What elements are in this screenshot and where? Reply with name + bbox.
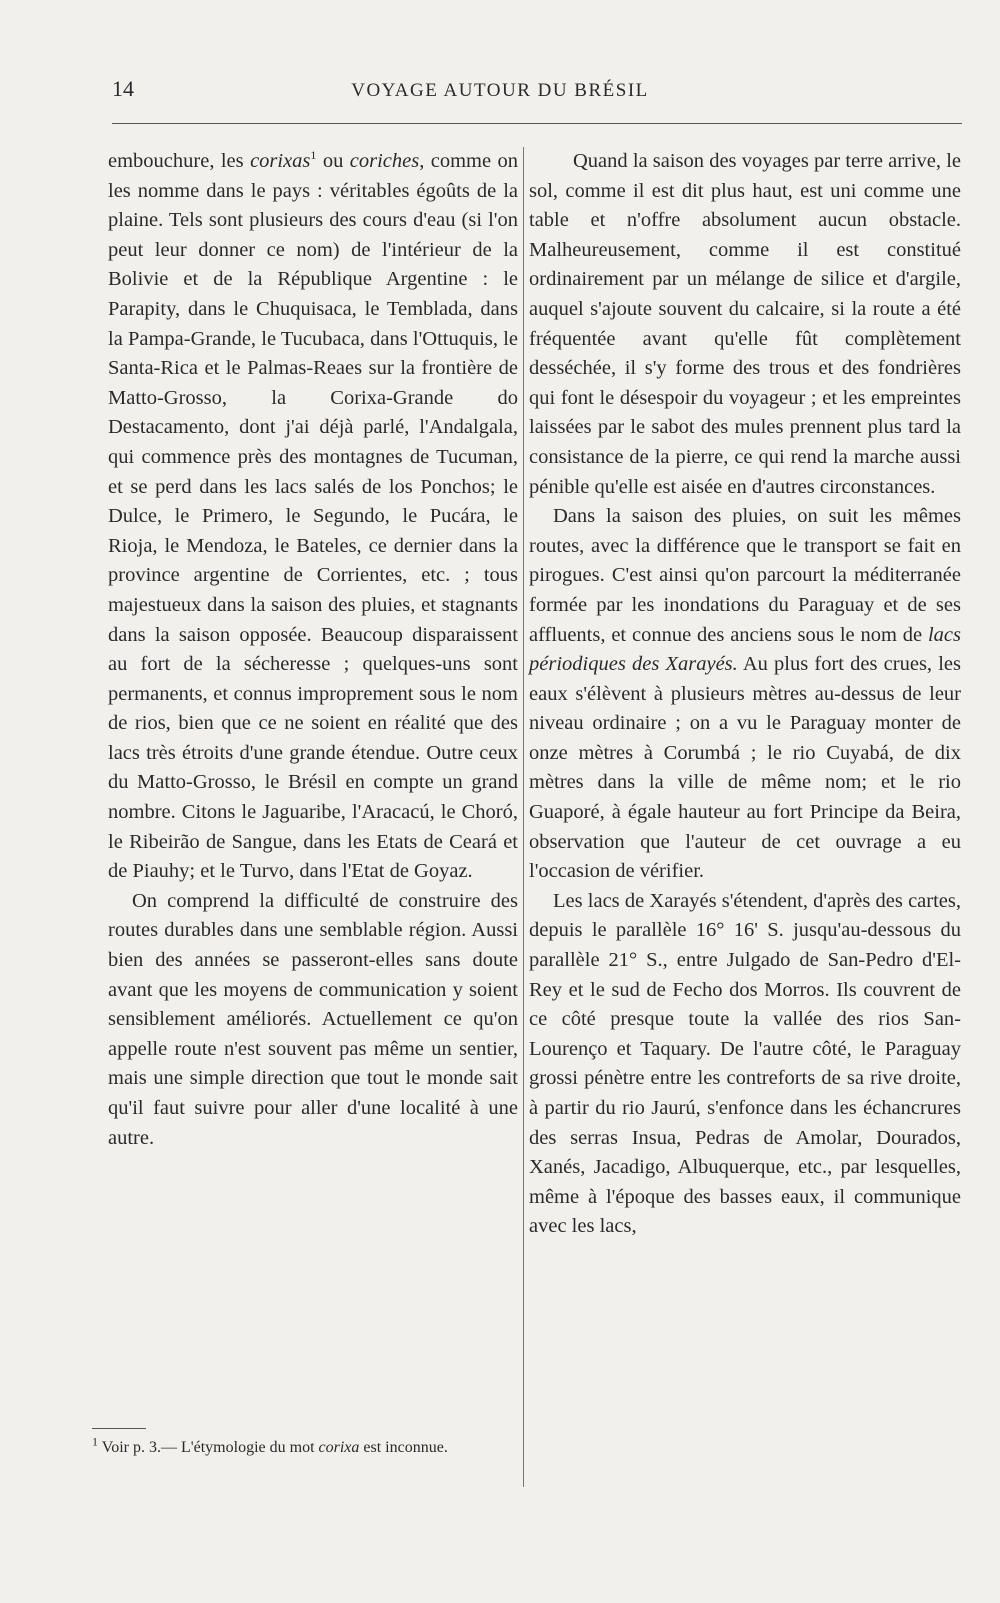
footnote: $^1$ Voir p. 3.— L'étymologie du mot corixa est inconnue. — [92, 1434, 448, 1456]
column-separator — [523, 147, 524, 1487]
left-column — [108, 147, 518, 1153]
right-column — [529, 147, 961, 1242]
header-rule — [112, 123, 962, 124]
footnote-rule — [92, 1428, 146, 1429]
term-corixas: corixas — [250, 150, 311, 172]
page-number: 14 — [112, 76, 134, 101]
right-paragraph-3: Les lacs de Xarayés s'étendent, d'après des cartes, depuis le parallèle 16° 16' S. jusqu'au-dessous du parallèle 21° S., entre Julgado de San-Pedro d'El-Rey et le sud de Fecho dos Morros. Ils couvrent de ce côté presque toute la vallée des rios San-Lourenço et Taquary. De l'autre côté, le Paraguay grossi pénètre entre les contreforts de sa rive droite, à partir du rio Jaurú, s'enfonce dans les échancrures des serras Insua, Pedras de Amolar, Dourados, Xanés, Jacadigo, Albuquerque, etc., par lesquelles, même à l'époque des basses eaux, il communique avec les lacs, — [529, 889, 961, 1238]
footnote-term: corixa — [318, 1439, 360, 1456]
term-coriches: coriches — [349, 150, 420, 172]
footnote-marker: 1 — [92, 1434, 98, 1449]
left-paragraph-1: embouchure, les corixas$^1$ ou coriches, comme on les nomme dans le pays : véritables égoûts de la plaine. Tels sont plusieurs des cours d'eau (si l'on peut leur donner ce nom) de l'intérieur de la Bolivie et de la République Argentine : le Parapity, dans le Chuquisaca, le Temblada, dans la Pampa-Grande, le Tucubaca, dans l'Ottuquis, le Santa-Rica et le Palmas-Reaes sur la frontière de Matto-Grosso, la Corixa-Grande do Destacamento, dont j'ai déjà parlé, l'Andalgala, qui commence près des montagnes de Tucuman, et se perd dans les lacs salés de los Ponchos; le Dulce, le Primero, le Segundo, le Pucára, le Rioja, le Mendoza, le Bateles, ce dernier dans la province argentine de Corrientes, etc. ; tous majestueux dans la saison des pluies, et stagnants dans la saison opposée. Beaucoup disparaissent au fort de la sécheresse ; quelques-uns sont permanents, et connus improprement sous le nom de rios, bien que ce ne soient en réalité que des lacs très étroits d'une grande étendue. Outre ceux du Matto-Grosso, le Brésil en compte un grand nombre. Citons le Jaguaribe, l'Aracacú, le Choró, le Ribeirão de Sangue, dans les Etats de Ceará et de Piauhy; et le Turvo, dans l'Etat de Goyaz. — [108, 148, 519, 883]
right-paragraph-2: Dans la saison des pluies, on suit les mêmes routes, avec la différence que le transport se fait en pirogues. C'est ainsi qu'on parcourt la méditerranée formée par les inondations du Paraguay et de ses affluents, et connue des anciens sous le nom de lacs périodiques des Xarayés. Au plus fort des crues, les eaux s'élèvent à plusieurs mètres au-dessus de leur niveau ordinaire ; on a vu le Paraguay monter de onze mètres à Corumbá ; le rio Cuyabá, de dix mètres dans la ville de même nom; et le rio Guaporé, à égale hauteur au fort Principe da Beira, observation que l'auteur de cet ouvrage a eu l'occasion de vérifier. — [529, 505, 962, 883]
running-head: VOYAGE AUTOUR DU BRÉSIL — [351, 80, 649, 101]
term-lacs-periodiques: lacs périodiques des Xarayés. — [529, 623, 961, 676]
right-paragraph-1: Quand la saison des voyages par terre arrive, le sol, comme il est dit plus haut, est uni comme une table et n'offre absolument aucun obstacle. Malheureusement, comme il est constitué ordinairement par un mélange de silice et d'argile, auquel s'ajoute souvent du calcaire, si la route a été fréquentée avant qu'elle fût complètement desséchée, il s'y forme des trous et des fondrières qui font le désespoir du voyageur ; et les empreintes laissées par le sabot des mules prennent plus tard la consistance de la pierre, ce qui rend la marche aussi pénible qu'elle est aisée en d'autres circonstances. — [529, 150, 961, 498]
footnote-ref: 1 — [310, 148, 317, 163]
left-paragraph-2: On comprend la difficulté de construire des routes durables dans une semblable région. Aussi bien des années se passeront-elles sans doute avant que les moyens de communication y soient sensiblement améliorés. Actuellement ce qu'on appelle route n'est souvent pas même un sentier, mais une simple direction que tout le monde sait qu'il faut suivre pour aller d'une localité à une autre. — [108, 889, 518, 1149]
